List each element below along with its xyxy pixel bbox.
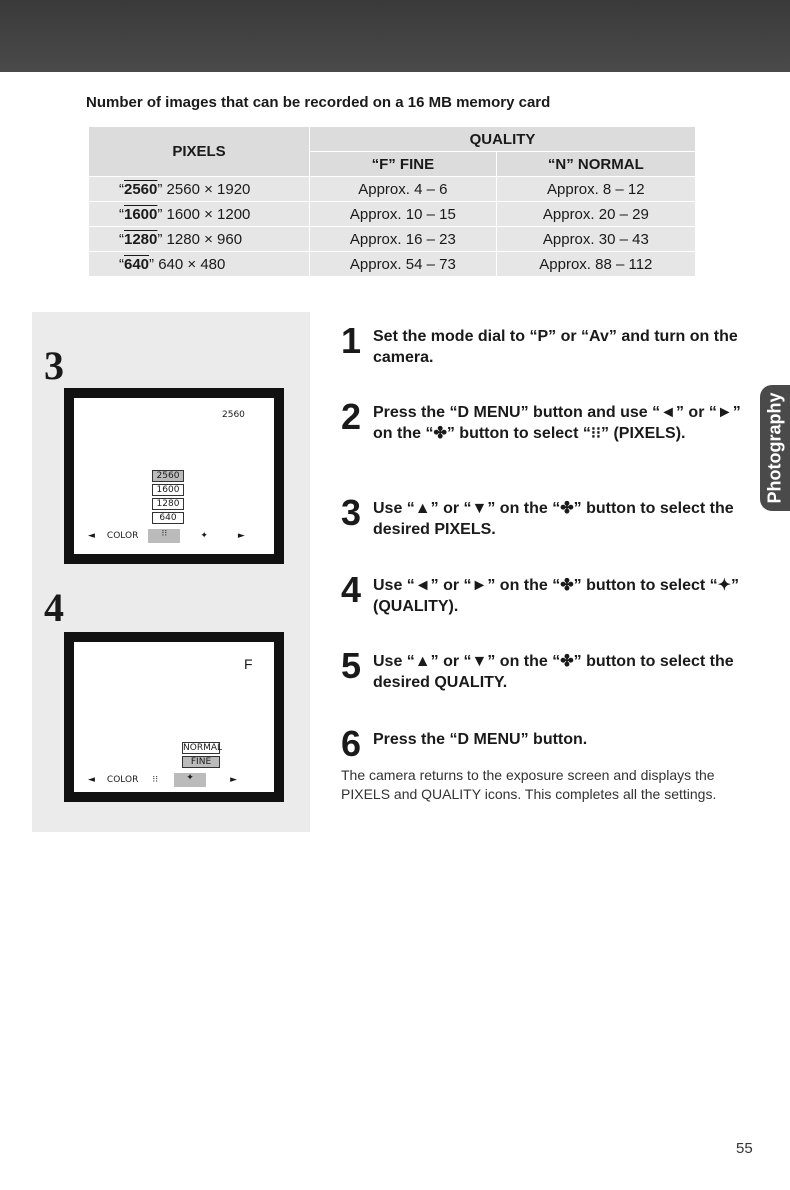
figure-3-label: 3 bbox=[44, 343, 64, 388]
menu-color: COLOR bbox=[106, 775, 139, 785]
normal-cell: Approx. 88 – 112 bbox=[496, 252, 695, 277]
menu-option-1600: 1600 bbox=[152, 484, 184, 496]
screen-corner-pixels: 2560 bbox=[222, 410, 245, 420]
pixels-icon: 640 bbox=[124, 255, 150, 273]
pixels-cell: “1600” 1600 × 1200 bbox=[89, 202, 310, 227]
pixels-icon: 1280 bbox=[124, 230, 158, 248]
pixels-icon: 2560 bbox=[124, 180, 158, 198]
step-text: Use “◄” or “►” on the “✤” button to select “✦” (QUALITY). bbox=[373, 577, 740, 615]
resolution: 1280 × 960 bbox=[166, 230, 243, 248]
step-number: 1 bbox=[341, 320, 362, 361]
table-title: Number of images that can be recorded on a 16 MB memory card bbox=[86, 94, 551, 111]
lcd-screen-quality bbox=[64, 632, 284, 802]
top-header-bar bbox=[0, 0, 790, 72]
pixels-cell: “2560” 2560 × 1920 bbox=[89, 177, 310, 202]
fine-cell: Approx. 4 – 6 bbox=[310, 177, 497, 202]
normal-cell: Approx. 20 – 29 bbox=[496, 202, 695, 227]
fine-cell: Approx. 54 – 73 bbox=[310, 252, 497, 277]
quality-menu-icon: ✦ bbox=[174, 773, 206, 787]
pixels-cell: “640” 640 × 480 bbox=[89, 252, 310, 277]
lcd-screen-pixels bbox=[64, 388, 284, 564]
left-arrow-icon: ◄ bbox=[88, 775, 95, 785]
step-number: 3 bbox=[341, 492, 362, 533]
result-text: The camera returns to the exposure screen and displays the PIXELS and QUALITY icons. This completes all the settings. bbox=[341, 767, 717, 802]
pixels-menu-icon: ⁝⁝ bbox=[148, 529, 180, 543]
menu-option-2560: 2560 bbox=[152, 470, 184, 482]
normal-cell: Approx. 8 – 12 bbox=[496, 177, 695, 202]
screen-corner-quality: F bbox=[244, 656, 253, 672]
resolution: 640 × 480 bbox=[158, 255, 226, 273]
step-text: Press the “D MENU” button and use “◄” or “►” on the “✤” button to select “⁝⁝” (PIXELS). bbox=[373, 404, 741, 442]
pixels-icon: 1600 bbox=[124, 205, 158, 223]
menu-option-1280: 1280 bbox=[152, 498, 184, 510]
header-pixels: PIXELS bbox=[89, 127, 310, 177]
step-number: 5 bbox=[341, 645, 362, 686]
section-tab bbox=[760, 385, 790, 511]
step-number: 2 bbox=[341, 396, 362, 437]
pixels-menu-icon: ⁝⁝ bbox=[152, 775, 159, 785]
section-tab-label: Photography bbox=[764, 392, 785, 504]
header-fine: “F” FINE bbox=[310, 152, 497, 177]
pixels-cell: “1280” 1280 × 960 bbox=[89, 227, 310, 252]
right-arrow-icon: ► bbox=[237, 531, 245, 541]
menu-color: COLOR bbox=[106, 531, 139, 541]
capacity-table bbox=[88, 126, 696, 277]
table-row bbox=[89, 252, 696, 277]
fine-cell: Approx. 16 – 23 bbox=[310, 227, 497, 252]
step-number: 6 bbox=[341, 723, 362, 764]
menu-bar bbox=[88, 528, 258, 544]
table-row bbox=[89, 202, 696, 227]
step-number: 4 bbox=[341, 569, 362, 610]
right-arrow-icon: ► bbox=[230, 775, 237, 785]
fine-cell: Approx. 10 – 15 bbox=[310, 202, 497, 227]
step-text: Use “▲” or “▼” on the “✤” button to select the desired QUALITY. bbox=[373, 653, 734, 691]
step-text: Set the mode dial to “P” or “Av” and turn on the camera. bbox=[373, 328, 738, 366]
page-number: 55 bbox=[736, 1140, 753, 1157]
table-row bbox=[89, 177, 696, 202]
quality-menu-icon: ✦ bbox=[200, 531, 208, 541]
step-text: Use “▲” or “▼” on the “✤” button to select the desired PIXELS. bbox=[373, 500, 734, 538]
header-quality: QUALITY bbox=[310, 127, 696, 152]
step-text: Press the “D MENU” button. bbox=[373, 731, 588, 748]
normal-cell: Approx. 30 – 43 bbox=[496, 227, 695, 252]
resolution: 2560 × 1920 bbox=[166, 180, 251, 198]
resolution: 1600 × 1200 bbox=[166, 205, 251, 223]
figure-4-label: 4 bbox=[44, 585, 64, 630]
menu-bar bbox=[88, 772, 258, 788]
table-row bbox=[89, 227, 696, 252]
menu-option-normal: NORMAL bbox=[183, 743, 223, 753]
left-arrow-icon: ◄ bbox=[88, 531, 95, 541]
menu-option-640: 640 bbox=[152, 512, 184, 524]
header-normal: “N” NORMAL bbox=[496, 152, 695, 177]
menu-option-fine: FINE bbox=[182, 756, 220, 768]
